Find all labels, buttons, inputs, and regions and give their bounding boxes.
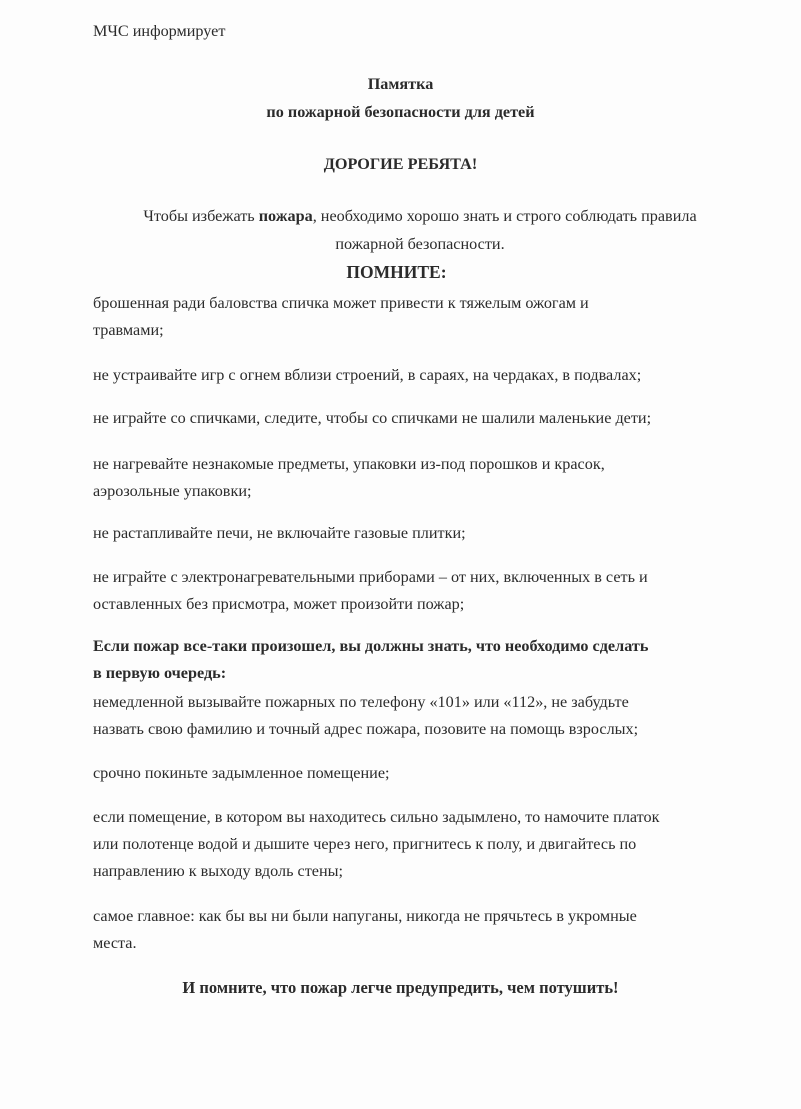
list-item [93,760,763,787]
list-item [93,903,763,957]
list-item [93,451,763,505]
list-item [93,689,763,743]
intro-line-1 [30,207,801,226]
memo-title: Памятка [367,75,434,93]
greeting: ДОРОГИЕ РЕБЯТА! [323,155,478,173]
memo-subtitle: по пожарной безопасности для детей [266,103,535,121]
list-item-line: или полотенце водой и дышите через него, пригнитесь к полу, и двигайтесь по [93,835,637,853]
fire-heading [93,633,763,687]
list-item-line: назвать свою фамилию и точный адрес пожара, позовите на помощь взрослых; [93,720,639,738]
list-item-line: аэрозольные упаковки; [93,482,252,500]
list-item-line: немедленной вызывайте пожарных по телефону «101» или «112», не забудьте [93,693,629,711]
list-item-line: не нагревайте незнакомые предметы, упаковки из-под порошков и красок, [93,455,605,473]
fire-heading-line: в первую очередь: [93,664,227,682]
list-item [93,520,763,547]
list-item [93,564,763,618]
list-item [93,405,763,432]
list-item-line: брошенная ради баловства спичка может привести к тяжелым ожогам и [93,294,589,312]
list-item-line: направлению к выходу вдоль стены; [93,862,343,880]
intro-line-2: пожарной безопасности. [335,235,505,253]
intro-bold-word: пожара [258,207,313,225]
list-item [93,804,763,885]
list-item-line: не играйте со спичками, следите, чтобы со спичками не шалили маленькие дети; [93,409,652,427]
list-item-line: если помещение, в котором вы находитесь сильно задымлено, то намочите платок [93,808,660,826]
list-item-line: не растапливайте печи, не включайте газовые плитки; [93,524,466,542]
list-item [93,290,763,344]
list-item-line: срочно покиньте задымленное помещение; [93,764,390,782]
header-note: МЧС информирует [93,22,226,40]
list-item [93,362,763,389]
list-item-line: самое главное: как бы вы ни были напуганы, никогда не прячьтесь в укромные [93,907,637,925]
closing-statement: И помните, что пожар легче предупредить, чем потушить! [182,978,619,997]
list-item-line: травмами; [93,321,164,339]
list-item-line: не играйте с электронагревательными приборами – от них, включенных в сеть и [93,568,648,586]
fire-heading-line: Если пожар все-таки произошел, вы должны знать, что необходимо сделать [93,637,649,655]
intro-text-after: , необходимо хорошо знать и строго соблюдать правила [312,207,697,225]
list-item-line: не устраивайте игр с огнем вблизи строений, в сараях, на чердаках, в подвалах; [93,366,642,384]
list-item-line: места. [93,934,137,952]
remember-heading: ПОМНИТЕ: [346,262,447,282]
list-item-line: оставленных без присмотра, может произойти пожар; [93,595,465,613]
intro-text-before: Чтобы избежать [143,207,259,225]
